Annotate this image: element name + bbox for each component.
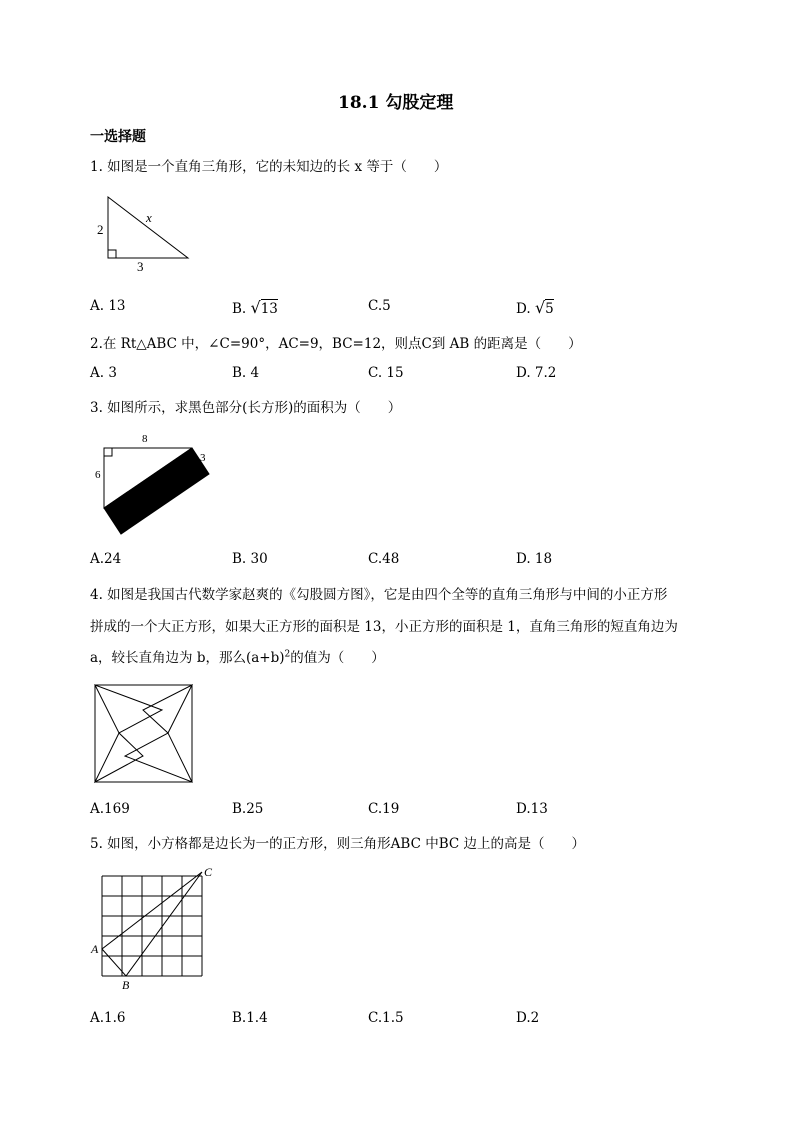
q3-option-d[interactable]: D. 18: [516, 551, 553, 567]
sqrt-symbol: √: [534, 298, 546, 317]
right-angle-mark: [104, 448, 112, 456]
q1-option-d[interactable]: D. √5: [516, 298, 554, 317]
q5-option-d[interactable]: D.2: [516, 1010, 540, 1026]
triangle-abc: [102, 872, 202, 976]
q3-option-b[interactable]: B. 30: [232, 551, 268, 567]
right-triangle: [108, 197, 188, 258]
question-5-text: 5. 如图，小方格都是边长为一的正方形，则三角形ABC 中BC 边上的高是（ ）: [90, 836, 586, 852]
label-6: 6: [95, 469, 101, 481]
q5-option-b[interactable]: B.1.4: [232, 1010, 268, 1026]
section-heading: 一选择题: [90, 129, 146, 145]
q2-option-a[interactable]: A. 3: [90, 365, 117, 381]
q4-option-c[interactable]: C.19: [368, 801, 400, 817]
question-4-line-1: 4. 如图是我国古代数学家赵爽的《勾股圆方图》，它是由四个全等的直角三角形与中间的小正方形: [90, 587, 668, 603]
q2-option-d[interactable]: D. 7.2: [516, 365, 557, 381]
q2-option-c[interactable]: C. 15: [368, 365, 404, 381]
triangle-2: [143, 685, 192, 733]
q3-option-a[interactable]: A.24: [90, 551, 122, 567]
question-1-figure: [90, 190, 200, 272]
q3-option-c[interactable]: C.48: [368, 551, 400, 567]
grid: [102, 876, 202, 976]
triangle-4: [95, 733, 143, 782]
big-square: [95, 685, 192, 782]
q1-option-b[interactable]: B. √13: [232, 298, 278, 317]
label-side-x: x: [146, 210, 152, 225]
question-3-text: 3. 如图所示，求黑色部分(长方形)的面积为（ ）: [90, 400, 402, 416]
question-2-text: 2.在 Rt△ABC 中，∠C=90°，AC=9，BC=12，则点C到 AB 的距离是（ ）: [90, 336, 582, 352]
q1-option-c[interactable]: C.5: [368, 298, 391, 314]
question-1-text: 1. 如图是一个直角三角形，它的未知边的长 x 等于（ ）: [90, 159, 448, 175]
triangle-1: [95, 685, 162, 733]
question-4-line-3: a，较长直角边为 b，那么$(a+b)^2$的值为（ ）: [90, 649, 385, 666]
q1-option-a[interactable]: A. 13: [90, 298, 126, 314]
right-angle-mark: [108, 250, 116, 258]
q5-option-c[interactable]: C.1.5: [368, 1010, 404, 1026]
q2-option-b[interactable]: B. 4: [232, 365, 260, 381]
question-5-figure: [88, 864, 218, 994]
label-8: 8: [142, 433, 148, 445]
label-side-3: 3: [137, 259, 144, 272]
question-4-figure: [94, 684, 194, 784]
question-4-line-2: 拼成的一个大正方形，如果大正方形的面积是 13，小正方形的面积是 1，直角三角形的短直角边为: [90, 619, 678, 635]
label-3: 3: [200, 452, 206, 464]
label-c: C: [204, 865, 213, 879]
page-title: 18.1 勾股定理: [338, 93, 454, 113]
q4-option-a[interactable]: A.169: [90, 801, 130, 817]
label-a: A: [91, 942, 99, 956]
black-rectangle: [104, 448, 209, 534]
q4-option-d[interactable]: D.13: [516, 801, 548, 817]
label-side-2: 2: [97, 222, 104, 237]
question-3-figure: [90, 428, 215, 538]
label-b: B: [122, 978, 130, 992]
q5-option-a[interactable]: A.1.6: [90, 1010, 126, 1026]
sqrt-symbol: √: [250, 298, 261, 317]
q4-option-b[interactable]: B.25: [232, 801, 264, 817]
triangle-3: [125, 733, 192, 782]
